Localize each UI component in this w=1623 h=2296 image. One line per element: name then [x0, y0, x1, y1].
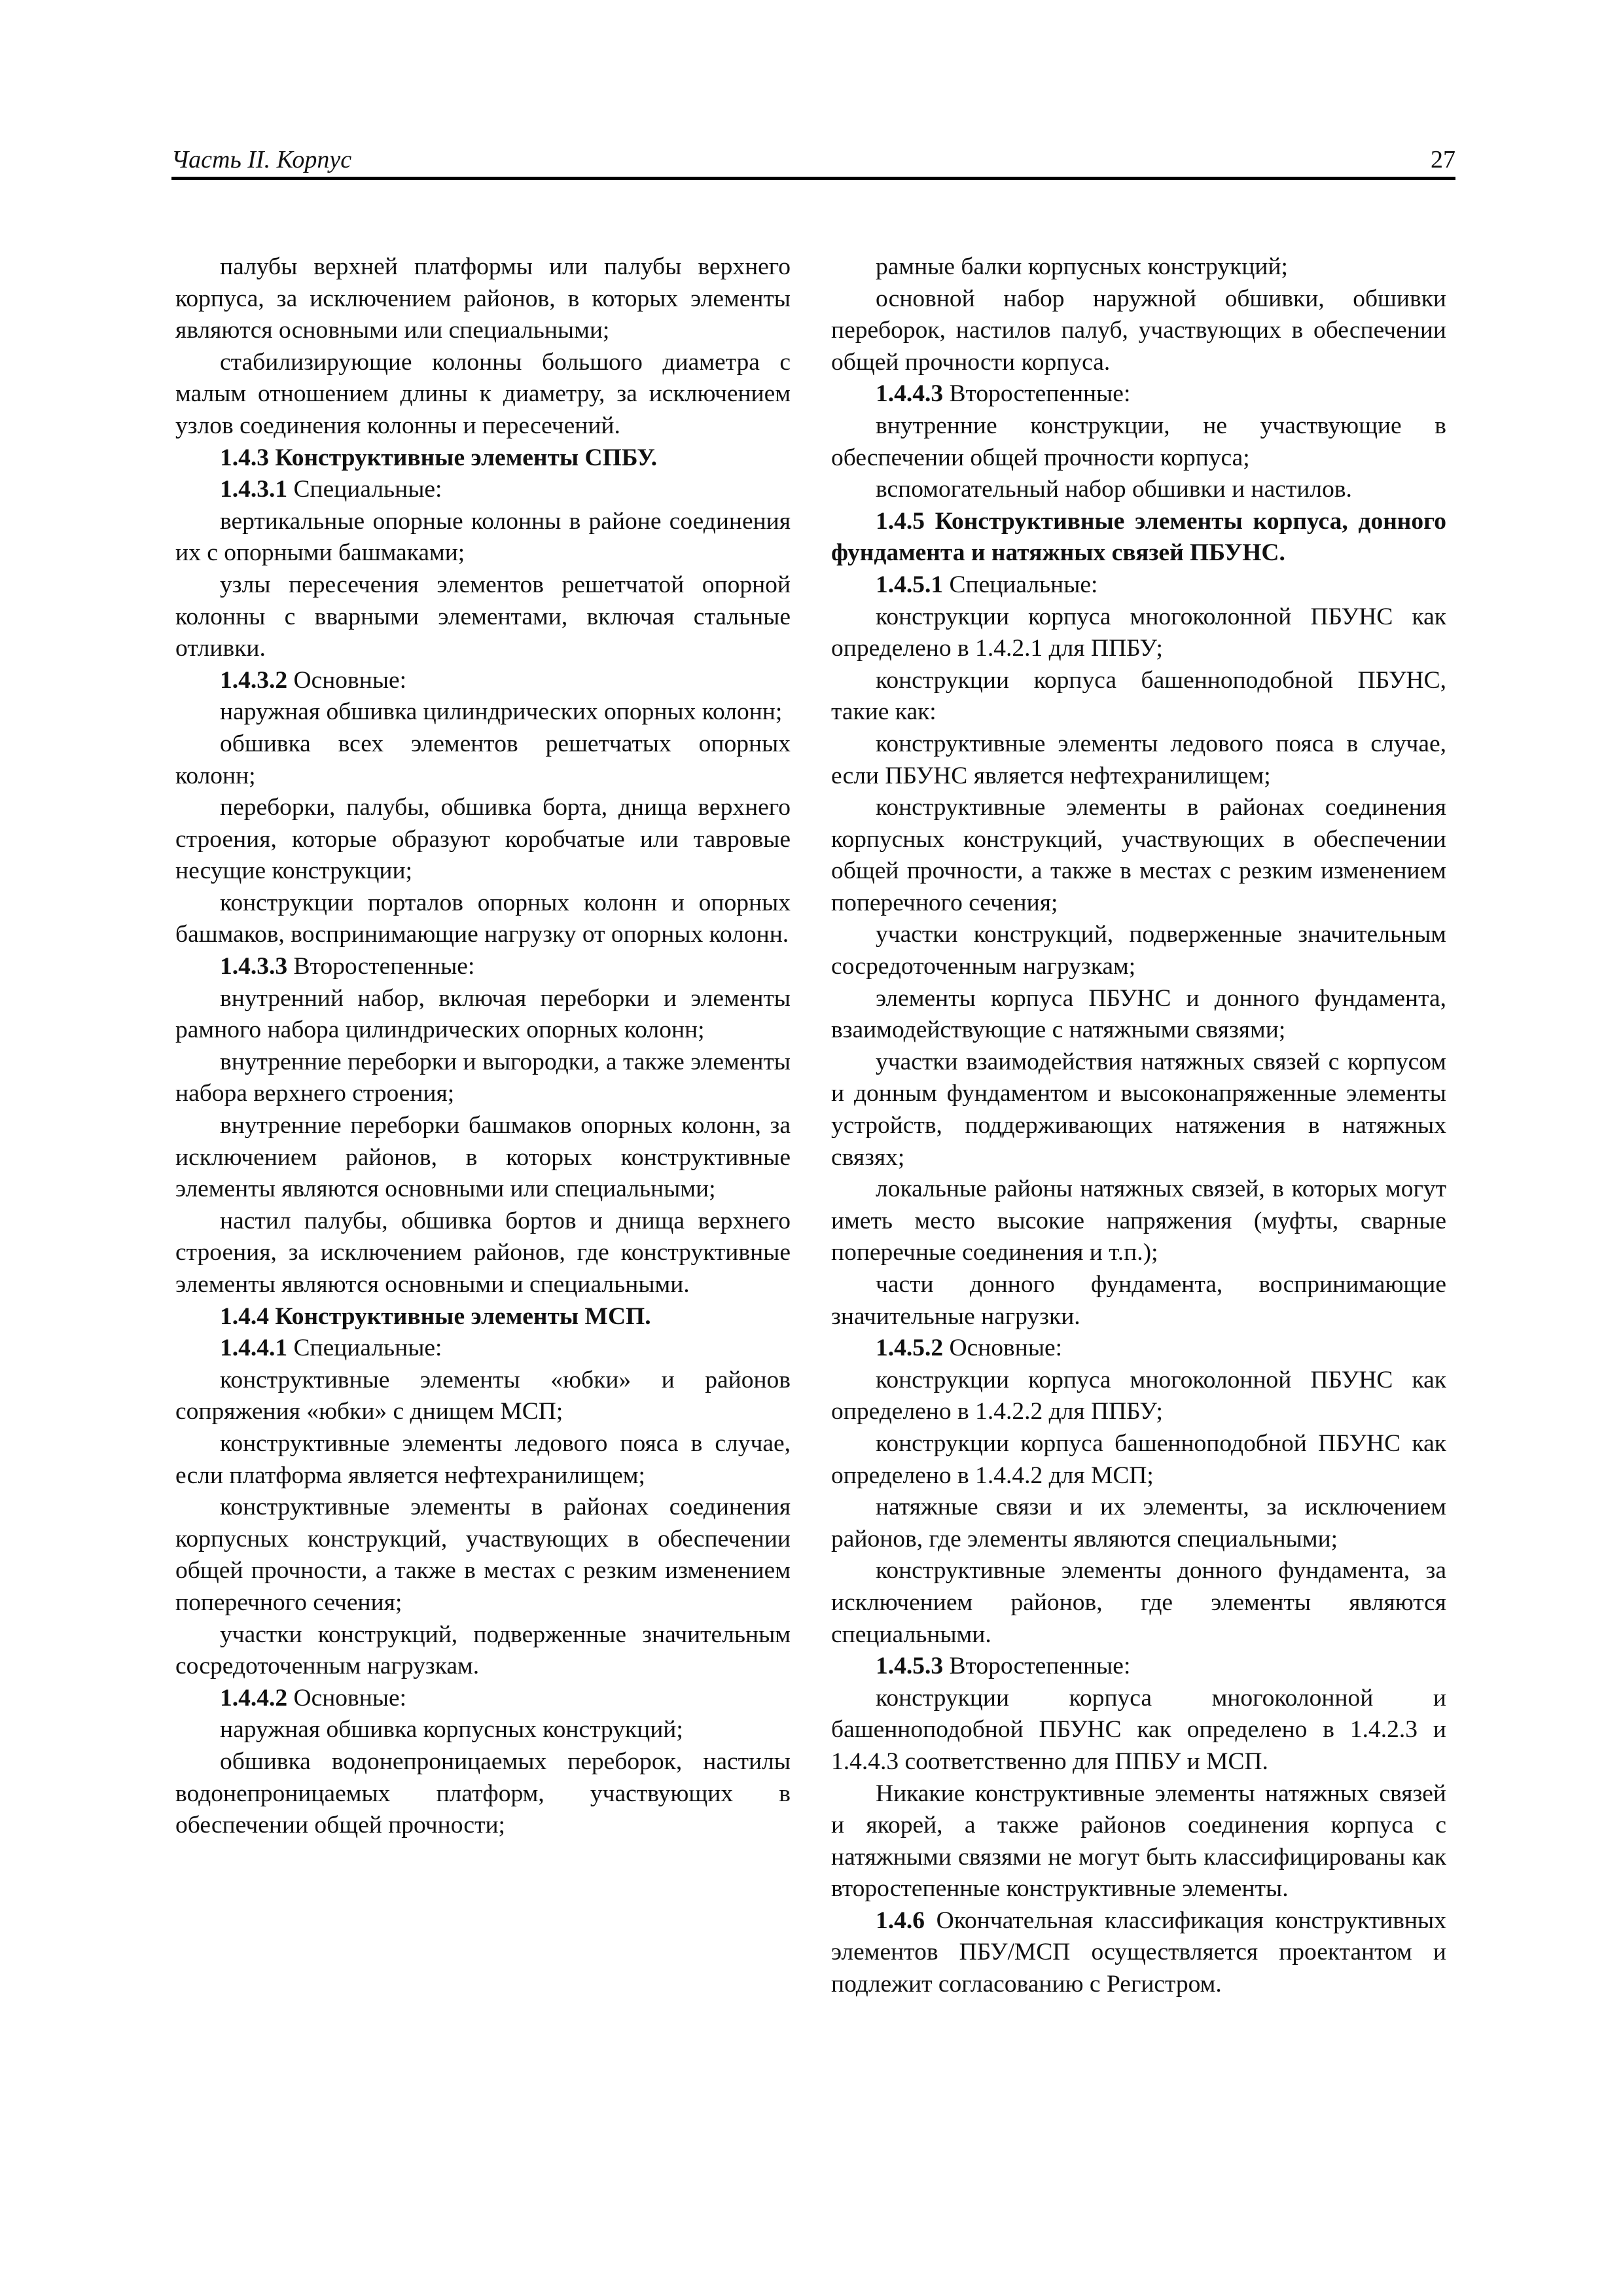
paragraph: стабилизирующие колонны большого диаметра с малым отношением длины к диаметру, за исключением узлов соединения колонны и пересечений. — [175, 348, 791, 439]
section-number: 1.4.5.3 — [876, 1653, 944, 1680]
paragraph: основной набор наружной обшивки, обшивки переборок, настилов палуб, участвующих в обеспечении общей прочности корпуса. — [831, 285, 1446, 376]
subsection-paragraph — [175, 1683, 791, 1715]
subsection-text: Второстепенные: — [293, 953, 475, 980]
subsection-paragraph — [831, 569, 1446, 601]
paragraph: обшивка водонепроницаемых переборок, настилы водонепроницаемых платформ, участвующих в обеспечении общей прочности; — [175, 1748, 791, 1839]
subsection-paragraph — [175, 474, 791, 506]
paragraph: настил палубы, обшивка бортов и днища верхнего строения, за исключением районов, где конструктивные элементы являются основными и специальными. — [175, 1207, 791, 1298]
subsection-text: Второстепенные: — [949, 1653, 1131, 1680]
paragraph: вертикальные опорные колонны в районе соединения их с опорными башмаками; — [175, 507, 791, 567]
section-number: 1.4.5.1 — [876, 571, 944, 598]
paragraph: конструктивные элементы в районах соединения корпусных конструкций, участвующих в обеспечении общей прочности, а также в местах с резким изменением поперечного сечения; — [175, 1494, 791, 1616]
paragraph: узлы пересечения элементов решетчатой опорной колонны с вварными элементами, включая стальные отливки. — [175, 571, 791, 662]
paragraph: наружная обшивка цилиндрических опорных колонн; — [220, 698, 783, 726]
paragraph: рамные балки корпусных конструкций; — [876, 253, 1288, 280]
paragraph: Никакие конструктивные элементы натяжных связей и якорей, а также районов соединения корпуса с натяжными связями не могут быть классифицированы как второстепенные конструктивные элементы. — [831, 1780, 1446, 1903]
subsection-text: Специальные: — [293, 1335, 442, 1362]
paragraph: части донного фундамента, воспринимающие значительные нагрузки. — [831, 1271, 1446, 1330]
subsection-text: Основные: — [293, 1684, 407, 1712]
paragraph: натяжные связи и их элементы, за исключением районов, где элементы являются специальными; — [831, 1494, 1446, 1552]
section-number: 1.4.3.1 — [220, 476, 288, 503]
subsection-paragraph — [175, 951, 791, 983]
paragraph: конструктивные элементы ледового пояса в случае, если ПБУНС является нефтехранилищем; — [831, 730, 1446, 789]
running-header — [171, 145, 1455, 178]
section-heading: 1.4.5 Конструктивные элементы корпуса, донного фундамента и натяжных связей ПБУНС. — [831, 507, 1446, 567]
paragraph: внутренние переборки и выгородки, а также элементы набора верхнего строения; — [175, 1048, 791, 1107]
paragraph: конструктивные элементы «юбки» и районов сопряжения «юбки» с днищем МСП; — [175, 1366, 791, 1426]
subsection-paragraph — [831, 378, 1446, 410]
paragraph: конструкции порталов опорных колонн и опорных башмаков, воспринимающие нагрузку от опорных колонн. — [175, 889, 791, 948]
paragraph: элементы корпуса ПБУНС и донного фундамента, взаимодействующие с натяжными связями; — [831, 984, 1446, 1044]
paragraph: конструктивные элементы ледового пояса в случае, если платформа является нефтехранилищем; — [175, 1429, 791, 1489]
paragraph: участки конструкций, подверженные значительным сосредоточенным нагрузкам. — [175, 1621, 791, 1680]
paragraph: обшивка всех элементов решетчатых опорных колонн; — [175, 730, 791, 789]
section-number: 1.4.4.3 — [876, 380, 944, 408]
section-number: 1.4.3.2 — [220, 666, 288, 694]
section-number: 1.4.4.2 — [220, 1684, 288, 1712]
subsection-paragraph — [831, 1651, 1446, 1683]
section-number: 1.4.5.2 — [876, 1335, 944, 1362]
paragraph: внутренние конструкции, не участвующие в обеспечении общей прочности корпуса; — [831, 412, 1446, 471]
subsection-text: Второстепенные: — [949, 380, 1131, 408]
subsection-paragraph — [175, 665, 791, 697]
paragraph: конструкции корпуса многоколонной ПБУНС как определено в 1.4.2.1 для ППБУ; — [831, 603, 1446, 662]
section-heading: 1.4.3 Конструктивные элементы СПБУ. — [220, 444, 658, 471]
section-heading: 1.4.4 Конструктивные элементы МСП. — [220, 1302, 651, 1330]
paragraph: конструкции корпуса многоколонной ПБУНС как определено в 1.4.2.2 для ППБУ; — [831, 1366, 1446, 1426]
paragraph: конструкции корпуса башенноподобной ПБУНС, такие как: — [831, 666, 1446, 726]
paragraph: вспомогательный набор обшивки и настилов. — [876, 476, 1352, 503]
subsection-paragraph — [831, 1905, 1446, 2001]
paragraph: внутренний набор, включая переборки и элементы рамного набора цилиндрических опорных колонн; — [175, 984, 791, 1044]
paragraph: участки конструкций, подверженные значительным сосредоточенным нагрузкам; — [831, 921, 1446, 980]
paragraph: конструкции корпуса многоколонной и башенноподобной ПБУНС как определено в 1.4.2.3 и 1.4.4.3 соответственно для ППБУ и МСП. — [831, 1684, 1446, 1775]
section-number: 1.4.6 — [876, 1907, 925, 1934]
paragraph: внутренние переборки башмаков опорных колонн, за исключением районов, в которых конструктивные элементы являются основными или специальными; — [175, 1112, 791, 1203]
left-column — [175, 251, 791, 1842]
subsection-paragraph — [175, 1333, 791, 1365]
paragraph: локальные районы натяжных связей, в которых могут иметь место высокие напряжения (муфты, сварные поперечные соединения и т.п.); — [831, 1175, 1446, 1266]
header-rule — [171, 177, 1455, 180]
page-number: 27 — [1431, 146, 1455, 173]
paragraph: наружная обшивка корпусных конструкций; — [220, 1716, 683, 1744]
paragraph: переборки, палубы, обшивка борта, днища верхнего строения, которые образуют коробчатые или тавровые несущие конструкции; — [175, 794, 791, 885]
subsection-paragraph — [831, 1333, 1446, 1365]
paragraph: конструктивные элементы донного фундамента, за исключением районов, где элементы являются специальными. — [831, 1557, 1446, 1648]
subsection-text: Основные: — [293, 666, 407, 694]
subsection-text: Специальные: — [293, 476, 442, 503]
paragraph: конструктивные элементы в районах соединения корпусных конструкций, участвующих в обеспечении общей прочности, а также в местах с резким изменением поперечного сечения; — [831, 794, 1446, 916]
paragraph: палубы верхней платформы или палубы верхнего корпуса, за исключением районов, в которых элементы являются основными или специальными; — [175, 253, 791, 344]
section-number: 1.4.4.1 — [220, 1335, 288, 1362]
header-title: Часть II. Корпус — [171, 146, 352, 173]
paragraph: участки взаимодействия натяжных связей с корпусом и донным фундаментом и высоконапряженные элементы устройств, поддерживающих натяжения в натяжных связях; — [831, 1048, 1446, 1171]
subsection-text: Основные: — [949, 1335, 1063, 1362]
section-number: 1.4.3.3 — [220, 953, 288, 980]
subsection-text: Специальные: — [949, 571, 1098, 598]
subsection-text: Окончательная классификация конструктивных элементов ПБУ/МСП осуществляется проектантом и подлежит согласованию с Регистром. — [831, 1907, 1446, 1998]
paragraph: конструкции корпуса башенноподобной ПБУНС как определено в 1.4.4.2 для МСП; — [831, 1429, 1446, 1489]
right-column — [831, 251, 1446, 2001]
